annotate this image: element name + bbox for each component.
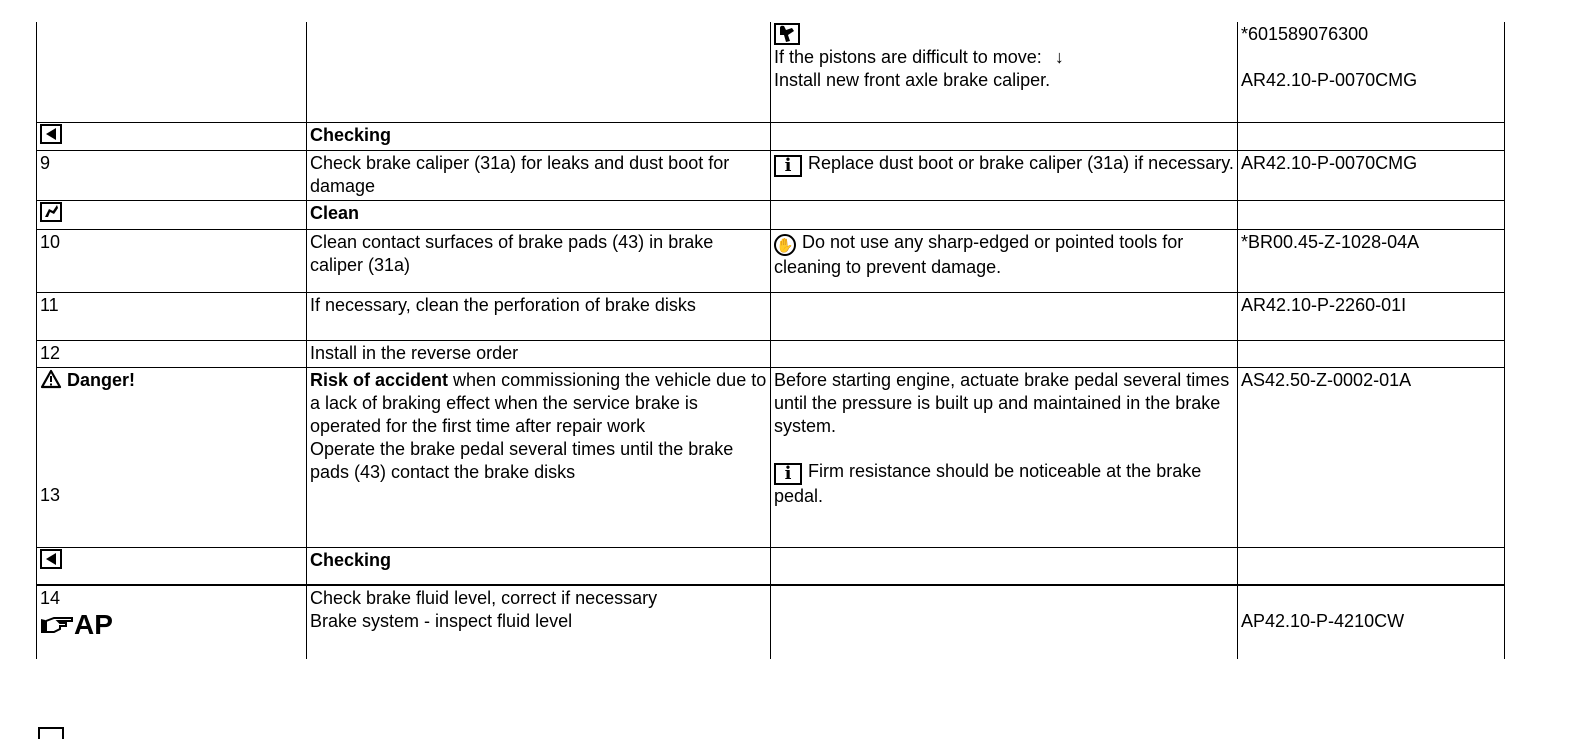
reference-link[interactable]: AR42.10-P-2260-01I [1238, 292, 1505, 340]
reference-link[interactable]: AP42.10-P-4210CW [1241, 611, 1405, 631]
note-text: Firm resistance should be noticeable at the brake pedal. [774, 460, 1202, 506]
note-text: Do not use any sharp-edged or pointed tools for cleaning to prevent damage. [774, 231, 1184, 277]
install-caliper-text: Install new front axle brake caliper. [774, 70, 1051, 90]
section-heading-clean: Clean [307, 200, 771, 229]
step-text: Operate the brake pedal several times until the brake pads (43) contact the brake disks [310, 438, 734, 482]
info-icon: i [774, 155, 802, 177]
table-row [37, 340, 1505, 367]
piston-condition-text: If the pistons are difficult to move: [774, 47, 1042, 67]
step-number: 12 [37, 340, 307, 367]
clean-icon [40, 202, 62, 222]
table-row [37, 200, 1505, 229]
table-row [37, 367, 1505, 547]
reference-link[interactable]: *BR00.45-Z-1028-04A [1238, 229, 1505, 292]
table-row [37, 122, 1505, 150]
partial-icon-frame [38, 727, 64, 739]
step-number: 9 [37, 150, 307, 200]
reference-link[interactable]: AS42.50-Z-0002-01A [1238, 367, 1505, 547]
step-number: 14 [40, 588, 61, 608]
step-number: 10 [37, 229, 307, 292]
ap-label: AP [74, 609, 113, 640]
section-heading-checking: Checking [307, 122, 771, 150]
step-text: Clean contact surfaces of brake pads (43) in brake caliper (31a) [307, 229, 771, 292]
section-heading-checking: Checking [307, 547, 771, 585]
step-number: 11 [37, 292, 307, 340]
tool-number: *601589076300 [1241, 24, 1369, 44]
step-text: Check brake fluid level, correct if necessary [310, 588, 658, 608]
arrow-down-icon: ↓ [1054, 47, 1064, 67]
caution-icon: ✋ [774, 234, 796, 256]
risk-warning-text [310, 369, 768, 438]
note-text: Before starting engine, actuate brake pedal several times until the pressure is built up and maintained in the brake system. [774, 369, 1230, 436]
step-number: 13 [40, 484, 61, 505]
step-text: Check brake caliper (31a) for leaks and dust boot for damage [307, 150, 771, 200]
table-row [37, 292, 1505, 340]
risk-title: Risk of accident [310, 369, 449, 390]
note-text: Replace dust boot or brake caliper (31a) if necessary. [808, 152, 1234, 173]
danger-label: Danger! [67, 369, 136, 390]
special-tool-icon [774, 23, 800, 45]
table-row [37, 547, 1505, 585]
step-text: Install in the reverse order [307, 340, 771, 367]
work-instruction-table [36, 22, 1505, 659]
reference-link[interactable]: AR42.10-P-0070CMG [1238, 150, 1505, 200]
checking-icon [40, 124, 62, 144]
table-row [37, 22, 1505, 122]
warning-icon [40, 369, 62, 389]
checking-icon [40, 549, 62, 569]
step-text: If necessary, clean the perforation of brake disks [307, 292, 771, 340]
info-icon: i [774, 463, 802, 485]
pointing-hand-icon [40, 614, 74, 636]
table-row [37, 229, 1505, 292]
table-row [37, 585, 1505, 659]
procedure-link[interactable]: Brake system - inspect fluid level [310, 611, 573, 631]
reference-link[interactable]: AR42.10-P-0070CMG [1241, 70, 1418, 90]
risk-description: when commissioning the vehicle due to a lack of braking effect when the service brake is operated for the first time after repair work [310, 369, 767, 436]
table-row [37, 150, 1505, 200]
